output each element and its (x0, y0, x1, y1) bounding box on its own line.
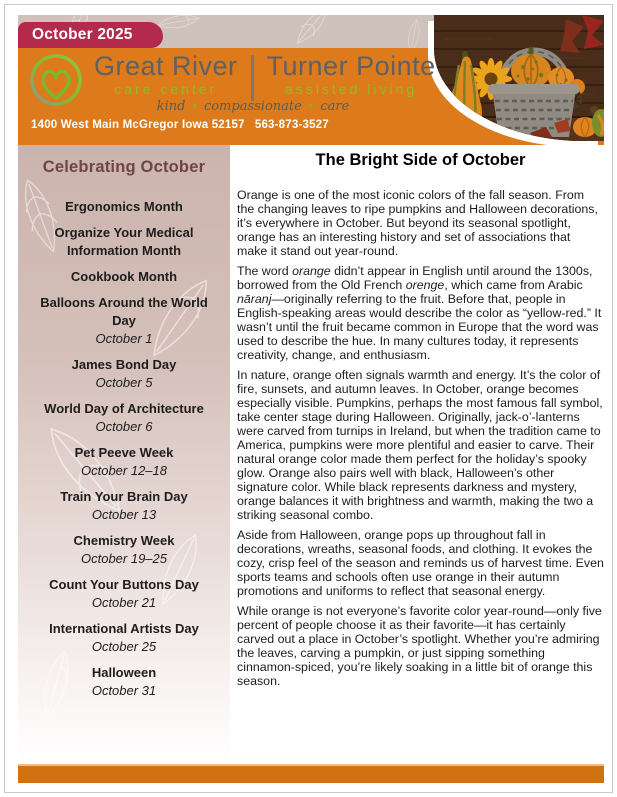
event-name: James Bond Day (71, 357, 177, 372)
brand-divider (251, 55, 254, 101)
tagline-separator-dot: • (307, 100, 315, 113)
event-date: October 6 (95, 419, 153, 434)
event-date: October 21 (91, 595, 157, 610)
event-name: Pet Peeve Week (74, 445, 174, 460)
event-date: October 25 (91, 639, 157, 654)
event-name: Balloons Around the World Day (40, 295, 208, 328)
event-item (32, 444, 216, 480)
address-line: 1400 West Main McGregor Iowa 52157 563-873-3527 (31, 119, 329, 131)
tagline-word: compassionate (203, 99, 302, 114)
tagline-word: kind (156, 99, 186, 114)
event-date: October 12–18 (80, 463, 167, 478)
org-name-great-river: Great River (94, 51, 238, 81)
event-item (32, 664, 216, 700)
event-item (32, 294, 216, 348)
issue-date: October 2025 (32, 26, 133, 43)
event-item (32, 488, 216, 524)
event-date: October 5 (95, 375, 153, 390)
events-list (18, 198, 230, 700)
tagline-separator-dot: • (191, 100, 198, 113)
event-item (32, 532, 216, 568)
article-paragraph: In nature, orange often signals warmth and energy. It’s the color of fire, sunsets, and autumn leaves. In October, orange becomes especially visible. Pumpkins, perhaps the most famous fall symbol, take center stage during Halloween. Originally, jack-o’-lanterns were carved from turnips in Ireland, but when the tradition came to America, pumpkins were more plentiful and easier to carve. Their natural orange color made them perfect for the holiday’s spooky glow. Orange also pairs well with black, Halloween’s other signature color. While black represents darkness and mystery, orange balances it with brightness and warmth, making the two a striking seasonal combo. (237, 368, 603, 522)
article-title: The Bright Side of October (315, 151, 526, 169)
event-name: Cookbook Month (70, 269, 178, 284)
org-great-river (94, 51, 238, 97)
org-sub-assisted-living: assisted living (285, 81, 418, 97)
event-name: World Day of Architecture (44, 401, 204, 416)
event-item (32, 576, 216, 612)
event-date: October 1 (95, 331, 153, 346)
event-item (32, 356, 216, 392)
newsletter-header (18, 15, 604, 145)
event-name: Train Your Brain Day (60, 489, 188, 504)
event-item (32, 268, 216, 286)
event-item (32, 198, 216, 216)
brand-tagline (88, 99, 418, 114)
event-date: October 31 (91, 683, 157, 698)
event-name: Chemistry Week (73, 533, 175, 548)
event-item (32, 620, 216, 656)
events-sidebar (18, 145, 230, 764)
event-item (32, 400, 216, 436)
org-sub-care-center: care center (114, 81, 218, 97)
issue-date-badge (18, 22, 163, 48)
event-date: October 13 (91, 507, 157, 522)
org-name-turner-pointe: Turner Pointe (266, 51, 436, 81)
article-paragraph: The word orange didn’t appear in English until around the 1300s, borrowed from the Old French orenge, which came from Arabic nāranj—originally referring to the fruit. Before that, people in English-speaking areas would describe the color as “yellow-red.” It wasn’t until the fruit became common in Europe that the word was used to describe the hue. In many cultures today, it represents creativity, change, and enthusiasm. (237, 264, 602, 362)
article (237, 149, 604, 694)
article-paragraph: Aside from Halloween, orange pops up throughout fall in decorations, wreaths, seasonal foods, and clothing. It evokes the cozy, crisp feel of the season and reminds us of harvest time. Even sports teams and schools often use orange in their autumn promotions and uniforms to reflect that seasonal energy. (237, 528, 604, 598)
tagline-word: care (320, 99, 350, 114)
article-paragraph: Orange is one of the most iconic colors of the fall season. From the changing leaves to ripe pumpkins and Halloween decorations, it’s everywhere in October. But beyond its seasonal spotlight, orange has an interesting history and set of associations that make it stand out year-round. (237, 188, 598, 258)
event-item (32, 224, 216, 260)
event-name: International Artists Day (49, 621, 199, 636)
article-paragraph: While orange is not everyone’s favorite color year-round—only five percent of people choose it as their favorite—it has certainly carved out a place in October’s spotlight. Whether you’re admiring the leaves, carving a pumpkin, or just sipping something cinnamon-spiced, you’re likely soaking in a little bit of orange this season. (237, 604, 602, 688)
event-name: Organize Your Medical Information Month (54, 225, 194, 258)
org-turner-pointe (267, 51, 436, 97)
heart-circle-logo-icon (28, 51, 84, 113)
event-date: October 19–25 (80, 551, 167, 566)
sidebar-heading: Celebrating October (42, 158, 206, 176)
event-name: Halloween (91, 665, 157, 680)
event-name: Ergonomics Month (65, 199, 183, 214)
event-name: Count Your Buttons Day (49, 577, 199, 592)
footer-accent-bar (18, 764, 604, 783)
